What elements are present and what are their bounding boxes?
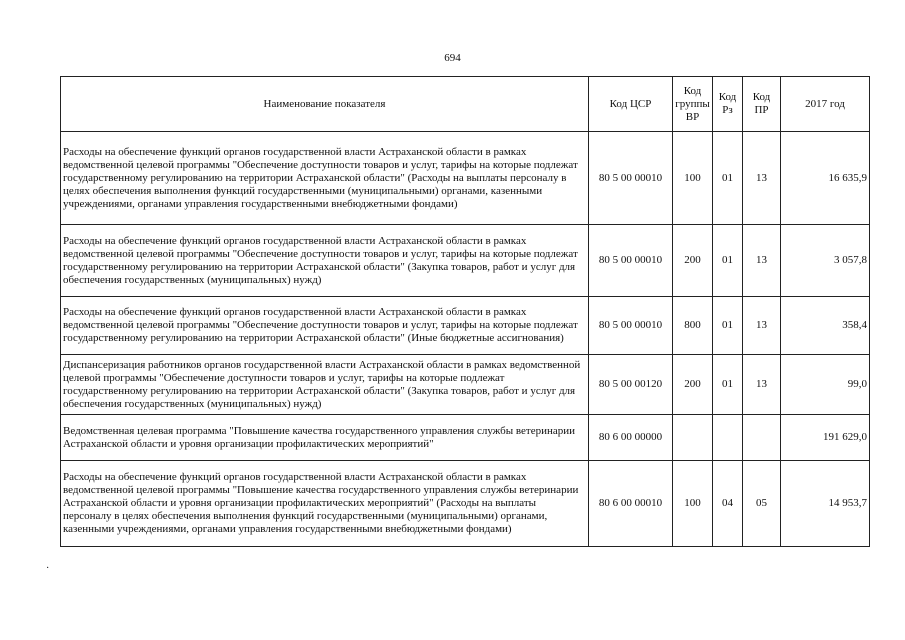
row-vr: 100 (673, 461, 713, 547)
row-vr: 100 (673, 132, 713, 225)
row-name: Диспансеризация работников органов государственной власти Астраханской области в рамках ведомственной целевой программы "Обеспечение доступности товаров и услуг, тарифы на которые подлежат государственному регулированию на территории Астраханской области" (Закупка товаров, работ и услуг для обеспечения государственных (муниципальных) нужд) (61, 355, 589, 415)
row-amount: 99,0 (781, 355, 870, 415)
row-name: Расходы на обеспечение функций органов государственной власти Астраханской области в рамках ведомственной целевой программы "Обеспечение доступности товаров и услуг, тарифы на которые подлежат государственному регулированию на территории Астраханской области" (Закупка товаров, работ и услуг для обеспечения государственных (муниципальных) нужд) (61, 225, 589, 297)
row-csr: 80 6 00 00010 (589, 461, 673, 547)
table-row (61, 225, 870, 297)
page-number: 694 (444, 52, 461, 64)
table-header (61, 77, 870, 132)
header-year: 2017 год (781, 77, 870, 132)
row-csr: 80 5 00 00010 (589, 225, 673, 297)
table-row (61, 461, 870, 547)
scan-artifact-dot: · (46, 563, 50, 574)
table-row (61, 297, 870, 355)
row-vr: 200 (673, 225, 713, 297)
row-csr: 80 5 00 00010 (589, 297, 673, 355)
row-vr (673, 415, 713, 461)
row-pr: 13 (743, 355, 781, 415)
row-vr: 200 (673, 355, 713, 415)
row-name: Расходы на обеспечение функций органов государственной власти Астраханской области в рамках ведомственной целевой программы "Повышение качества государственного управления службы ветеринарии Астраханской области и уровня организации профилактических мероприятий" (Расходы на выплаты персоналу в целях обеспечения выполнения функций государственными (муниципальными) органами, казенными учреждениями, органами управления государственными внебюджетными фондами) (61, 461, 589, 547)
row-amount: 358,4 (781, 297, 870, 355)
row-csr: 80 5 00 00010 (589, 132, 673, 225)
row-rz: 01 (713, 297, 743, 355)
header-vr: Код группы ВР (673, 77, 713, 132)
row-rz (713, 415, 743, 461)
header-rz: Код Рз (713, 77, 743, 132)
row-name: Расходы на обеспечение функций органов государственной власти Астраханской области в рамках ведомственной целевой программы "Обеспечение доступности товаров и услуг, тарифы на которые подлежат государственному регулированию на территории Астраханской области" (Иные бюджетные ассигнования) (61, 297, 589, 355)
table-body (61, 132, 870, 547)
header-name: Наименование показателя (61, 77, 589, 132)
row-pr (743, 415, 781, 461)
row-name: Ведомственная целевая программа "Повышение качества государственного управления службы ветеринарии Астраханской области и уровня организации профилактических мероприятий" (61, 415, 589, 461)
row-amount: 16 635,9 (781, 132, 870, 225)
header-row (61, 77, 870, 132)
table-row (61, 415, 870, 461)
row-rz: 04 (713, 461, 743, 547)
row-rz: 01 (713, 355, 743, 415)
row-pr: 13 (743, 297, 781, 355)
row-name: Расходы на обеспечение функций органов государственной власти Астраханской области в рамках ведомственной целевой программы "Обеспечение доступности товаров и услуг, тарифы на которые подлежат государственному регулированию на территории Астраханской области" (Расходы на выплаты персоналу в целях обеспечения выполнения функций государственными (муниципальными) органами, казенными учреждениями, органами управления государственными внебюджетными фондами) (61, 132, 589, 225)
row-vr: 800 (673, 297, 713, 355)
budget-table (60, 76, 870, 547)
table-row (61, 132, 870, 225)
header-csr: Код ЦСР (589, 77, 673, 132)
row-csr: 80 5 00 00120 (589, 355, 673, 415)
row-rz: 01 (713, 132, 743, 225)
row-pr: 13 (743, 132, 781, 225)
row-csr: 80 6 00 00000 (589, 415, 673, 461)
row-amount: 3 057,8 (781, 225, 870, 297)
row-pr: 05 (743, 461, 781, 547)
row-amount: 191 629,0 (781, 415, 870, 461)
header-pr: Код ПР (743, 77, 781, 132)
row-rz: 01 (713, 225, 743, 297)
row-amount: 14 953,7 (781, 461, 870, 547)
row-pr: 13 (743, 225, 781, 297)
table-row (61, 355, 870, 415)
